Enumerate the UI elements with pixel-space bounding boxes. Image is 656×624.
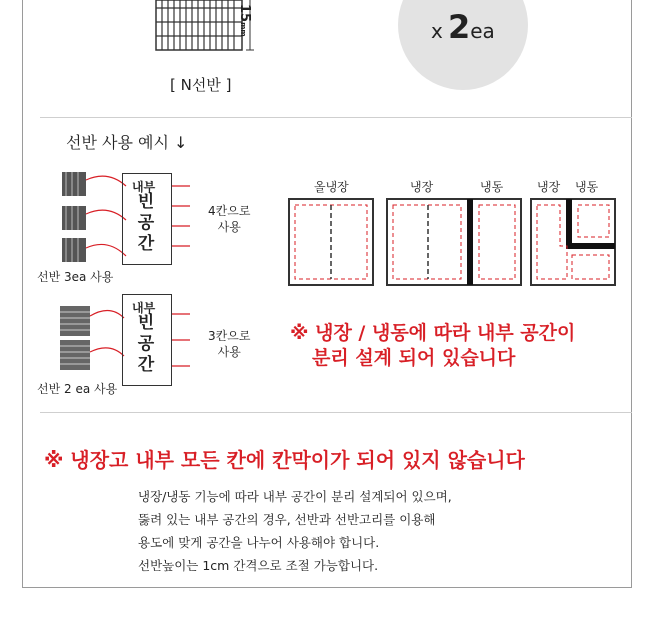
box-label-1: 내부 xyxy=(132,180,156,194)
notice-separated-space: ※ 냉장 / 냉동에 따라 내부 공간이 분리 설계 되어 있습니다 xyxy=(290,322,576,369)
divider xyxy=(40,412,632,413)
notice-body: 냉장/냉동 기능에 따라 내부 공간이 분리 설계되어 있으며, 뚫려 있는 내부 공간의 경우, 선반과 선반고리를 이용해 용도에 맞게 공간을 나누어 사용해야 합니다. 선반높이는 1cm 간격으로 조절 가능합니다. xyxy=(138,489,452,573)
shelf-grid-illustration xyxy=(150,0,290,62)
row2-note: 3칸으로 사용 xyxy=(208,329,251,359)
fridge-label-all-cold: 올냉장 xyxy=(314,180,349,194)
row1-note: 4칸으로 사용 xyxy=(208,204,251,234)
shelf-caption: [ N선반 ] xyxy=(170,76,232,94)
fridge-label-freeze-3: 냉동 xyxy=(575,180,599,194)
example-heading: 선반 사용 예시 ↓ xyxy=(66,133,188,152)
row1-caption: 선반 3ea 사용 xyxy=(37,270,114,284)
notice-no-partition-title: ※ 냉장고 내부 모든 칸에 칸막이가 되어 있지 않습니다 xyxy=(44,448,525,472)
fridge-label-cold-3: 냉장 xyxy=(537,180,561,194)
fridge-label-cold-2: 냉장 xyxy=(410,180,434,194)
row2-caption: 선반 2 ea 사용 xyxy=(37,382,118,396)
quantity-label: x 2ea xyxy=(431,8,495,46)
box-big-text-1: 빈 공 간 xyxy=(137,192,155,254)
fridge-diagrams xyxy=(286,196,618,288)
divider xyxy=(40,117,632,118)
box-label-2: 내부 xyxy=(132,301,156,315)
fridge-label-freeze-2: 냉동 xyxy=(480,180,504,194)
box-big-text-2: 빈 공 간 xyxy=(137,313,155,375)
dimension-label: 15mm xyxy=(237,4,252,37)
